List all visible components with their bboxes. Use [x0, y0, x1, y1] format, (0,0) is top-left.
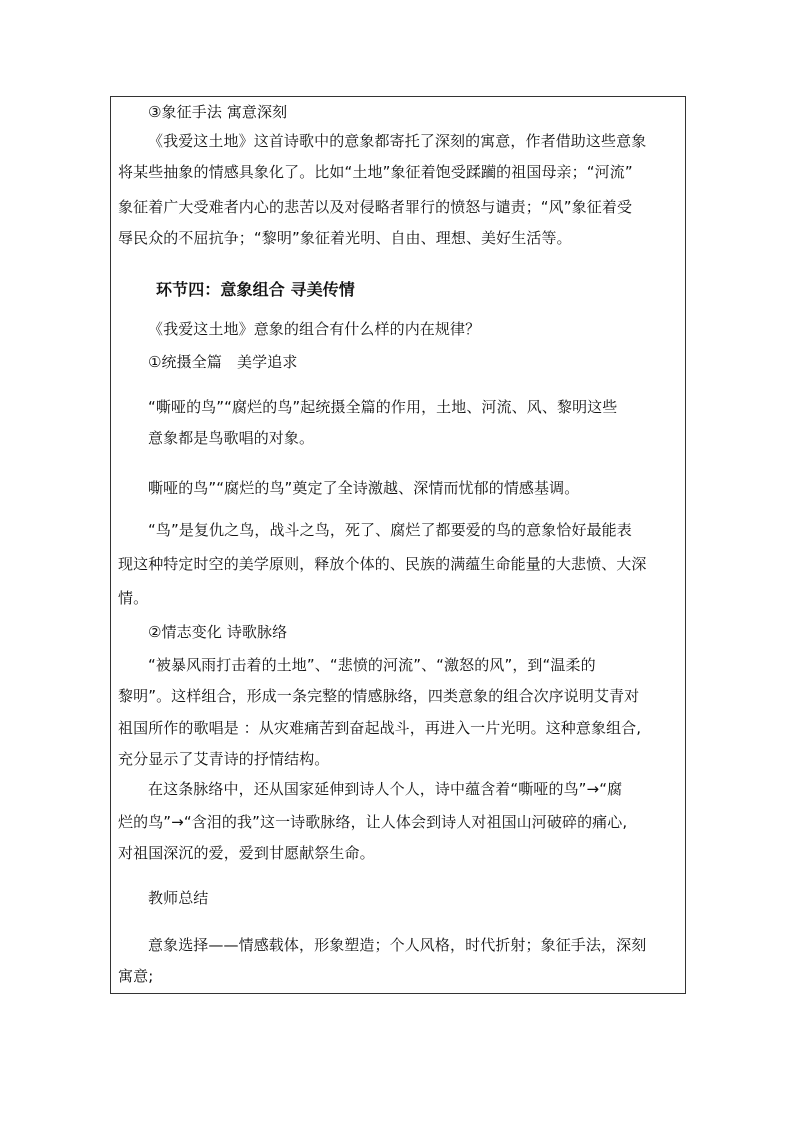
sub1-heading: ①统摄全篇 美学追求 — [148, 353, 298, 371]
sub2-p1-line-3: 祖国所作的歌唱是 ：从灾难痛苦到奋起战斗，再进入一片光明。这种意象组合, — [118, 719, 642, 737]
sub2-p1-line-2: 黎明”。这样组合，形成一条完整的情感脉络，四类意象的组合次序说明艾青对 — [118, 687, 640, 705]
sub2-p1-line-1: “被暴风雨打击着的土地”、“悲愤的河流”、“激怒的风”，到“温柔的 — [148, 656, 596, 674]
sub2-heading: ②情志变化 诗歌脉络 — [148, 623, 288, 641]
sub1-p2-line-1: 嘶哑的鸟”“腐烂的鸟”奠定了全诗激越、深情而忧郁的情感基调。 — [148, 479, 580, 497]
sub1-p3-line-3: 情。 — [118, 589, 149, 607]
sub2-p1-line-4: 充分显示了艾青诗的抒情结构。 — [118, 750, 330, 768]
summary-line-2: 寓意; — [118, 967, 154, 985]
section3-line-2: 将某些抽象的情感具象化了。比如“土地”象征着饱受蹂躏的祖国母亲；“河流” — [118, 163, 633, 181]
part4-title: 环节四：意象组合 寻美传情 — [156, 280, 355, 299]
sub2-p2-line-2: 烂的鸟”→“含泪的我”这一诗歌脉络，让人体会到诗人对祖国山河破碎的痛心, — [118, 813, 628, 831]
section3-heading: ③象征手法 寓意深刻 — [148, 103, 288, 121]
section3-line-4: 辱民众的不屈抗争；“黎明”象征着光明、自由、理想、美好生活等。 — [118, 229, 572, 247]
summary-line-1: 意象选择——情感载体，形象塑造；个人风格，时代折射；象征手法，深刻 — [148, 936, 647, 954]
section3-line-1: 《我爱这土地》这首诗歌中的意象都寄托了深刻的寓意，作者借助这些意象 — [148, 132, 647, 150]
part4-question: 《我爱这土地》意象的组合有什么样的内在规律？ — [148, 320, 481, 338]
summary-heading: 教师总结 — [148, 889, 209, 907]
sub2-p2-line-3: 对祖国深沉的爱，爱到甘愿献祭生命。 — [118, 844, 375, 862]
section3-line-3: 象征着广大受难者内心的悲苦以及对侵略者罪行的愤怒与谴责；“风”象征着受 — [118, 198, 633, 216]
sub2-p2-line-1: 在这条脉络中，还从国家延伸到诗人个人，诗中蕴含着“嘶哑的鸟”→“腐 — [148, 780, 623, 798]
sub1-p3-line-2: 现这种特定时空的美学原则，释放个体的、民族的满蕴生命能量的大悲愤、大深 — [118, 555, 647, 573]
sub1-p1-line-2: 意象都是鸟歌唱的对象。 — [148, 429, 315, 447]
sub1-p3-line-1: “鸟”是复仇之鸟，战斗之鸟，死了、腐烂了都要爱的鸟的意象恰好最能表 — [148, 521, 632, 539]
sub1-p1-line-1: “嘶哑的鸟”“腐烂的鸟”起统摄全篇的作用，土地、河流、风、黎明这些 — [148, 398, 618, 416]
